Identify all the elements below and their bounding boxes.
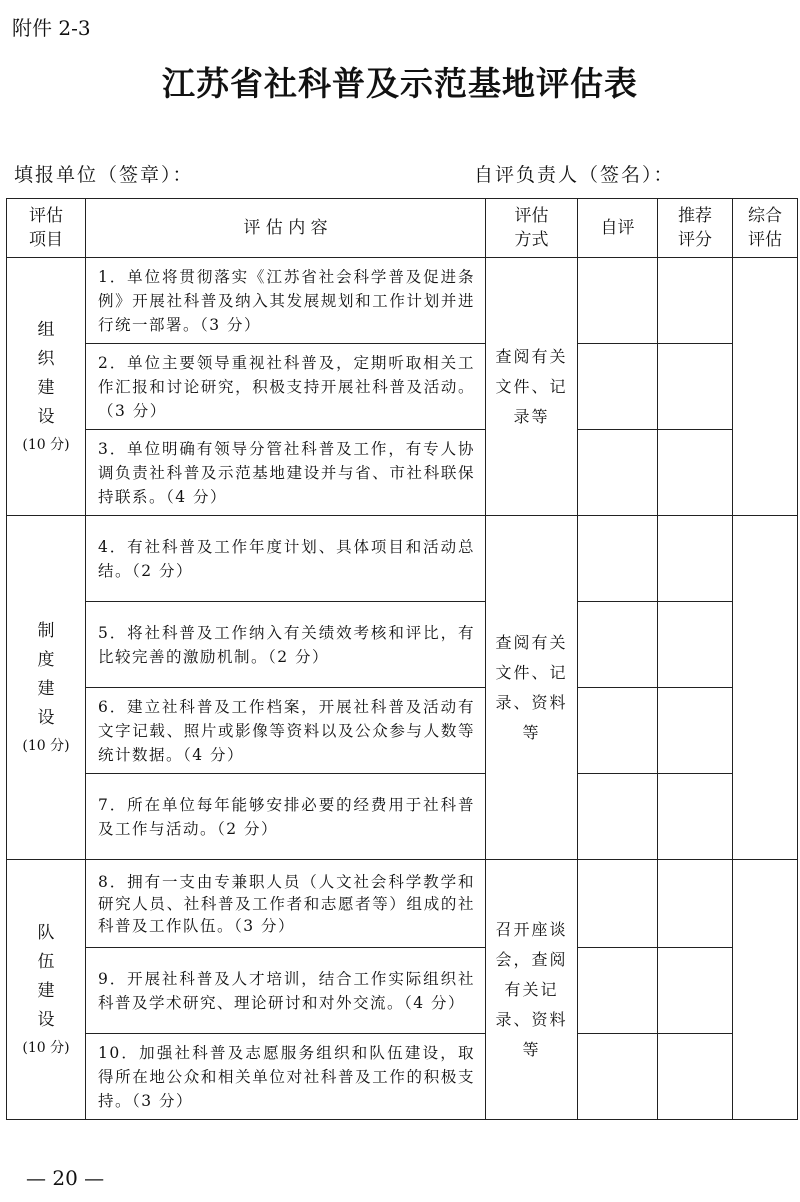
table-row [7,602,798,688]
recommended-score-cell[interactable] [658,344,733,430]
category-points: (10 分) [22,1039,70,1056]
evaluation-table [6,198,798,1120]
table-row [7,430,798,516]
header-method: 评估方式 [486,199,578,258]
item-1: 1．单位将贯彻落实《江苏省社会科学普及促进条例》开展社科普及纳入其发展规划和工作计划并进行统一部署。（3 分） [86,258,486,344]
table-row [7,774,798,860]
item-7: 7．所在单位每年能够安排必要的经费用于社科普及工作与活动。（2 分） [86,774,486,860]
item-2: 2．单位主要领导重视社科普及，定期听取相关工作汇报和讨论研究，积极支持开展社科普及活动。（3 分） [86,344,486,430]
category-team [7,860,86,1120]
table-row [7,1034,798,1120]
self-eval-cell[interactable] [578,430,658,516]
fill-unit-label: 填报单位（签章）： [14,164,194,186]
table-row [7,688,798,774]
category-label: 组织建设 [37,319,55,427]
item-4: 4．有社科普及工作年度计划、具体项目和活动总结。（2 分） [86,516,486,602]
self-eval-cell[interactable] [578,774,658,860]
header-content: 评 估 内 容 [86,199,486,258]
category-points: (10 分) [22,436,70,453]
table-row [7,948,798,1034]
self-eval-cell[interactable] [578,688,658,774]
method-system: 查阅有关文件、记录、资料等 [486,516,578,860]
category-system [7,516,86,860]
self-eval-cell[interactable] [578,948,658,1034]
item-5: 5．将社科普及工作纳入有关绩效考核和评比，有比较完善的激励机制。（2 分） [86,602,486,688]
item-3: 3．单位明确有领导分管社科普及工作，有专人协调负责社科普及示范基地建设并与省、市社科联保持联系。（4 分） [86,430,486,516]
recommended-score-cell[interactable] [658,258,733,344]
header-row [7,199,798,258]
recommended-score-cell[interactable] [658,948,733,1034]
self-eval-cell[interactable] [578,602,658,688]
recommended-score-cell[interactable] [658,774,733,860]
page-number: — 20 — [26,1166,105,1190]
page-title: 江苏省社科普及示范基地评估表 [162,64,638,103]
item-6: 6．建立社科普及工作档案，开展社科普及活动有文字记载、照片或影像等资料以及公众参与人数等统计数据。（4 分） [86,688,486,774]
table-row [7,258,798,344]
item-9: 9．开展社科普及人才培训，结合工作实际组织社科普及学术研究、理论研讨和对外交流。（4 分） [86,948,486,1034]
self-eval-cell[interactable] [578,258,658,344]
recommended-score-cell[interactable] [658,1034,733,1120]
table-row [7,860,798,948]
method-team: 召开座谈会，查阅有关记录、资料等 [486,860,578,1120]
overall-eval-cell[interactable] [733,258,798,516]
header-self-eval: 自评 [578,199,658,258]
table-row [7,516,798,602]
item-8: 8．拥有一支由专兼职人员（人文社会科学教学和研究人员、社科普及工作者和志愿者等）组成的社科普及工作队伍。（3 分） [86,860,486,948]
self-eval-cell[interactable] [578,516,658,602]
table-row [7,344,798,430]
self-eval-cell[interactable] [578,1034,658,1120]
header-category: 评估项目 [7,199,86,258]
header-recommended-score: 推荐评分 [658,199,733,258]
category-label: 队伍建设 [37,922,55,1030]
annex-label: 附件 2-3 [12,16,91,40]
item-10: 10．加强社科普及志愿服务组织和队伍建设，取得所在地公众和相关单位对社科普及工作的积极支持。（3 分） [86,1034,486,1120]
category-points: (10 分) [22,737,70,754]
header-overall-eval: 综合评估 [733,199,798,258]
recommended-score-cell[interactable] [658,430,733,516]
method-organization: 查阅有关文件、记录等 [486,258,578,516]
recommended-score-cell[interactable] [658,602,733,688]
overall-eval-cell[interactable] [733,860,798,1120]
recommended-score-cell[interactable] [658,688,733,774]
self-eval-cell[interactable] [578,344,658,430]
recommended-score-cell[interactable] [658,860,733,948]
category-label: 制度建设 [37,620,55,728]
overall-eval-cell[interactable] [733,516,798,860]
self-eval-cell[interactable] [578,860,658,948]
fill-responsible-label: 自评负责人（签名）： [474,164,675,186]
recommended-score-cell[interactable] [658,516,733,602]
category-organization [7,258,86,516]
